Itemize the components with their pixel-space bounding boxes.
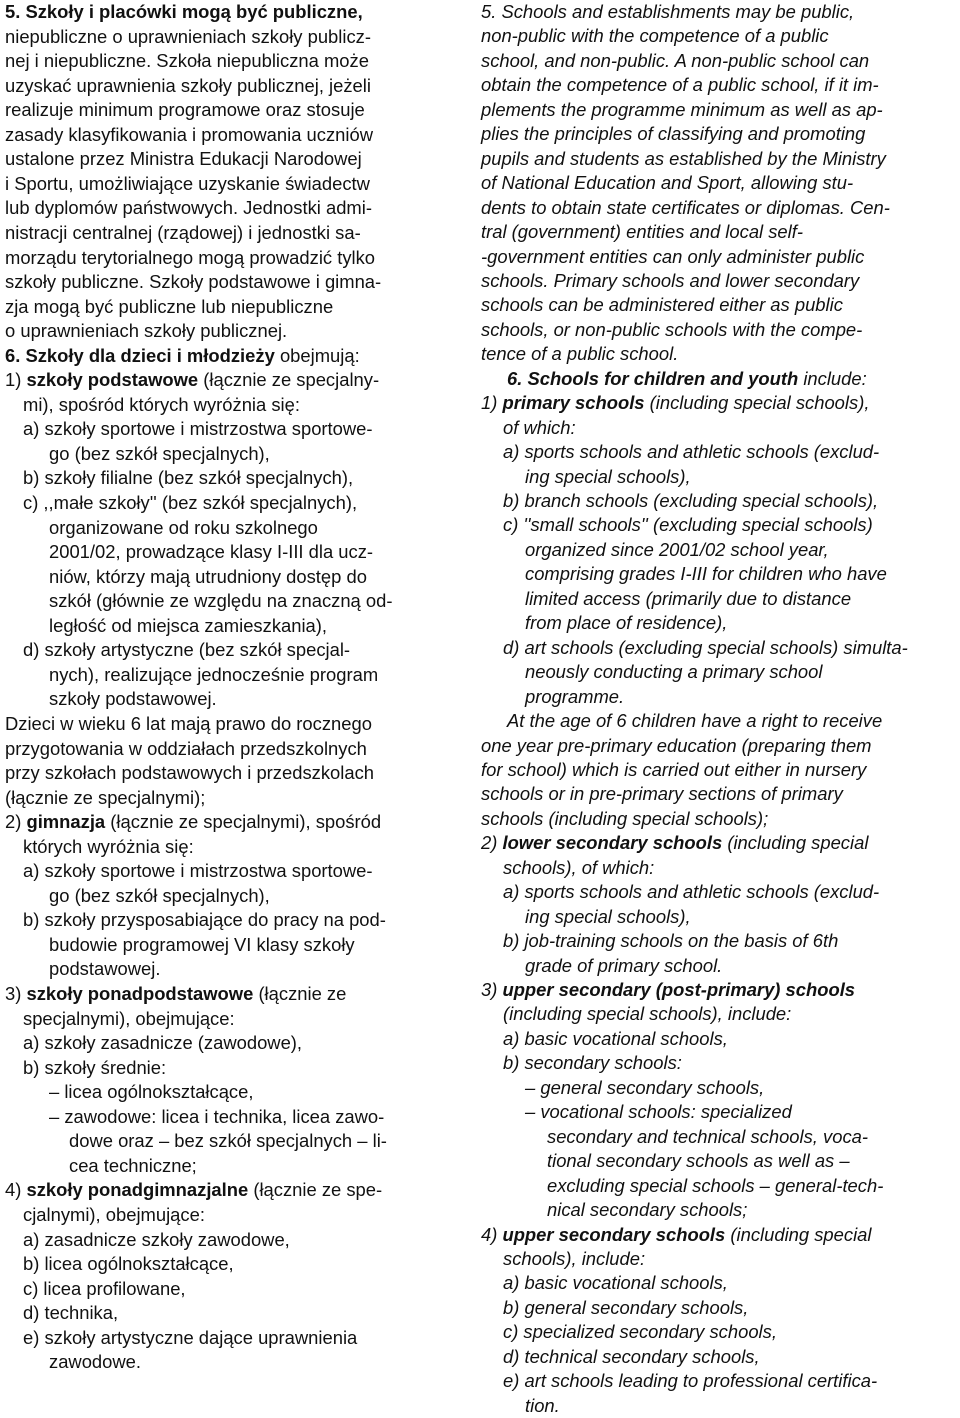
- right-text-line: [481, 269, 955, 293]
- right-text-line: [481, 49, 955, 73]
- right-text-line: [481, 782, 955, 806]
- line-text: schools (including special schools);: [481, 807, 769, 829]
- left-text-line: [23, 1277, 457, 1301]
- list-number: 4): [5, 1179, 27, 1201]
- line-text: organizowane od roku szkolnego: [49, 516, 318, 538]
- left-text-line: [49, 589, 457, 613]
- right-text-line: [481, 98, 955, 122]
- left-text-line: [5, 0, 457, 24]
- line-text: c) specialized secondary schools,: [503, 1321, 777, 1343]
- left-text-line: [5, 172, 457, 196]
- list-number: 1): [481, 392, 503, 414]
- line-text: – zawodowe: licea i technika, licea zawo-: [49, 1105, 385, 1127]
- line-text: b) szkoły przysposabiające do pracy na pod-: [23, 909, 386, 931]
- right-text-line: [481, 318, 955, 342]
- right-text-line: [481, 73, 955, 97]
- right-text-line: [525, 685, 955, 709]
- right-text-line: [525, 611, 955, 635]
- right-text-line: [525, 954, 955, 978]
- line-text: – vocational schools: specialized: [525, 1101, 792, 1123]
- right-text-line: [503, 1320, 955, 1344]
- line-text: a) sports schools and athletic schools (exclud-: [503, 441, 880, 463]
- left-text-line: [49, 1080, 457, 1104]
- left-text-line: [5, 786, 457, 810]
- line-text: d) art schools (excluding special schools) simulta-: [503, 636, 908, 658]
- right-text-line: [481, 24, 955, 48]
- line-text: realizuje minimum programowe oraz stosuje: [5, 99, 365, 121]
- right-text-line: [503, 1247, 955, 1271]
- right-text-line: [507, 367, 955, 391]
- line-text: schools. Primary schools and lower secondary: [481, 269, 860, 291]
- right-text-line: [481, 391, 955, 415]
- line-text: uzyskać uprawnienia szkoły publicznej, jeżeli: [5, 74, 371, 96]
- left-text-line: [5, 1178, 457, 1202]
- line-text: szkoły podstawowej.: [49, 688, 217, 710]
- left-text-line: [69, 1154, 457, 1178]
- right-text-line: [525, 465, 955, 489]
- line-text: szkół (głównie ze względu na znaczną od-: [49, 590, 393, 612]
- right-text-line: [481, 122, 955, 146]
- left-text-line: [49, 1350, 457, 1374]
- left-text-line: [49, 957, 457, 981]
- right-text-line: [481, 734, 955, 758]
- left-text-line: [49, 442, 457, 466]
- left-text-line: [5, 74, 457, 98]
- bold-term: upper secondary schools: [502, 1223, 726, 1245]
- line-text: (łącznie ze: [253, 983, 347, 1004]
- left-text-line: [23, 1228, 457, 1252]
- line-text: include:: [798, 367, 867, 389]
- line-text: schools), of which:: [503, 856, 655, 878]
- line-text: przy szkołach podstawowych i przedszkolach: [5, 762, 374, 784]
- left-text-line: [23, 835, 457, 859]
- line-text: go (bez szkół specjalnych),: [49, 884, 270, 906]
- bold-term: 5. Szkoły i placówki mogą być publiczne,: [5, 1, 363, 22]
- line-text: neously conducting a primary school: [525, 661, 823, 683]
- left-text-line: [5, 49, 457, 73]
- left-text-line: [49, 1105, 457, 1129]
- left-text-line: [5, 270, 457, 294]
- right-text-line: [481, 758, 955, 782]
- right-text-line: [481, 293, 955, 317]
- left-text-line: [5, 810, 457, 834]
- right-text-line: [503, 489, 955, 513]
- line-text: d) szkoły artystyczne (bez szkół specjal-: [23, 639, 351, 661]
- right-text-line: [503, 880, 955, 904]
- right-text-line: [503, 636, 955, 660]
- line-text: tion.: [525, 1394, 560, 1416]
- right-text-line: [547, 1149, 955, 1173]
- left-text-line: [5, 344, 457, 368]
- bold-term: gimnazja: [26, 811, 106, 833]
- right-text-line: [503, 929, 955, 953]
- line-text: obejmują:: [274, 344, 360, 366]
- left-text-line: [5, 295, 457, 319]
- left-text-line: [5, 98, 457, 122]
- line-text: tral (government) entities and local self-: [481, 221, 803, 243]
- line-text: b) szkoły filialne (bez szkół specjalnych),: [23, 467, 354, 489]
- line-text: a) basic vocational schools,: [503, 1272, 728, 1294]
- line-text: zawodowe.: [49, 1351, 142, 1373]
- right-text-line: [547, 1125, 955, 1149]
- right-text-line: [481, 220, 955, 244]
- line-text: (łącznie ze spe-: [248, 1179, 383, 1201]
- bold-term: szkoły ponadgimnazjalne: [26, 1179, 249, 1201]
- line-text: przygotowania w oddziałach przedszkolnych: [5, 737, 367, 759]
- line-text: 5. Schools and establishments may be public,: [481, 1, 855, 22]
- left-text-line: [23, 466, 457, 490]
- right-text-line: [503, 1002, 955, 1026]
- right-text-line: [503, 1271, 955, 1295]
- bold-term: 6. Schools for children and youth: [507, 367, 799, 389]
- line-text: 2001/02, prowadzące klasy I-III dla ucz-: [49, 541, 374, 563]
- line-text: a) szkoły zasadnicze (zawodowe),: [23, 1032, 303, 1054]
- left-text-line: [49, 933, 457, 957]
- right-text-line: [525, 1076, 955, 1100]
- line-text: At the age of 6 children have a right to receive: [507, 710, 883, 732]
- left-text-line: [23, 491, 457, 515]
- line-text: grade of primary school.: [525, 954, 723, 976]
- line-text: (łącznie ze specjalny-: [198, 369, 380, 391]
- line-text: d) technical secondary schools,: [503, 1345, 760, 1367]
- line-text: tional secondary schools as well as –: [547, 1150, 850, 1172]
- line-text: – general secondary schools,: [525, 1076, 765, 1098]
- line-text: (including special: [722, 832, 869, 854]
- left-text-line: [23, 1031, 457, 1055]
- list-number: 1): [5, 369, 27, 391]
- line-text: a) szkoły sportowe i mistrzostwa sportowe-: [23, 418, 373, 440]
- right-text-line: [525, 1394, 955, 1418]
- left-text-line: [5, 982, 457, 1006]
- right-text-line: [525, 538, 955, 562]
- line-text: one year pre-primary education (preparing them: [481, 734, 872, 756]
- line-text: ing special schools),: [525, 905, 691, 927]
- left-text-line: [23, 1203, 457, 1227]
- line-text: specjalnymi), obejmujące:: [23, 1007, 235, 1029]
- line-text: o uprawnieniach szkoły publicznej.: [5, 320, 288, 342]
- line-text: (including special schools),: [644, 392, 870, 414]
- left-text-line: [5, 737, 457, 761]
- line-text: zasady klasyfikowania i promowania uczniów: [5, 123, 373, 145]
- line-text: c) ''small schools'' (excluding special schools): [503, 514, 873, 536]
- line-text: (including special: [725, 1223, 872, 1245]
- right-text-line: [507, 709, 955, 733]
- left-text-line: [23, 1056, 457, 1080]
- line-text: obtain the competence of a public school, if it im-: [481, 74, 879, 96]
- right-text-line: [481, 1223, 955, 1247]
- left-text-line: [23, 1301, 457, 1325]
- line-text: cea techniczne;: [69, 1154, 197, 1176]
- right-text-line: [503, 856, 955, 880]
- line-text: excluding special schools – general-tech-: [547, 1174, 884, 1196]
- left-text-line: [23, 908, 457, 932]
- line-text: b) licea ogólnokształcące,: [23, 1253, 234, 1275]
- left-text-line: [5, 246, 457, 270]
- line-text: b) job-training schools on the basis of 6th: [503, 930, 839, 952]
- left-text-line: [23, 859, 457, 883]
- line-text: (łącznie ze specjalnymi), spośród: [105, 811, 382, 833]
- line-text: d) technika,: [23, 1302, 119, 1324]
- line-text: tence of a public school.: [481, 343, 679, 365]
- line-text: limited access (primarily due to distance: [525, 587, 852, 609]
- left-text-line: [23, 638, 457, 662]
- line-text: podstawowej.: [49, 958, 161, 980]
- left-text-line: [5, 123, 457, 147]
- bold-term: szkoły podstawowe: [26, 369, 199, 391]
- line-text: school, and non-public. A non-public school can: [481, 49, 870, 71]
- line-text: mi), spośród których wyróżnia się:: [23, 393, 300, 415]
- line-text: organized since 2001/02 school year,: [525, 538, 829, 560]
- line-text: nistracji centralnej (rządowej) i jednostki sa-: [5, 221, 361, 243]
- right-text-line: [481, 342, 955, 366]
- line-text: programme.: [525, 685, 625, 707]
- right-text-line: [503, 1027, 955, 1051]
- line-text: c) ,,małe szkoły'' (bez szkół specjalnych),: [23, 492, 358, 513]
- line-text: dowe oraz – bez szkół specjalnych – li-: [69, 1130, 387, 1152]
- list-number: 4): [481, 1223, 503, 1245]
- line-text: plements the programme minimum as well as ap-: [481, 98, 883, 120]
- line-text: e) art schools leading to professional certifica-: [503, 1370, 878, 1392]
- line-text: secondary and technical schools, voca-: [547, 1125, 868, 1147]
- right-text-line: [525, 1100, 955, 1124]
- left-text-line: [23, 417, 457, 441]
- right-text-line: [481, 147, 955, 171]
- line-text: of National Education and Sport, allowing stu-: [481, 172, 854, 194]
- right-text-line: [481, 807, 955, 831]
- right-text-line: [525, 905, 955, 929]
- right-text-line: [481, 0, 955, 24]
- right-text-line: [481, 196, 955, 220]
- left-text-line: [23, 1007, 457, 1031]
- left-text-line: [5, 319, 457, 343]
- right-text-line: [503, 440, 955, 464]
- line-text: non-public with the competence of a public: [481, 25, 829, 47]
- left-text-line: [23, 393, 457, 417]
- line-text: schools), include:: [503, 1247, 646, 1269]
- line-text: b) szkoły średnie:: [23, 1056, 167, 1078]
- line-text: a) basic vocational schools,: [503, 1027, 728, 1049]
- line-text: morządu terytorialnego mogą prowadzić tylko: [5, 246, 376, 268]
- right-text-line: [503, 1051, 955, 1075]
- line-text: schools can be administered either as public: [481, 294, 843, 316]
- line-text: których wyróżnia się:: [23, 835, 194, 857]
- line-text: b) branch schools (excluding special schools),: [503, 490, 879, 511]
- line-text: i Sportu, umożliwiające uzyskanie świadectw: [5, 172, 370, 194]
- list-number: 2): [5, 811, 27, 833]
- line-text: a) sports schools and athletic schools (exclud-: [503, 881, 880, 903]
- left-text-line: [49, 884, 457, 908]
- right-text-line: [481, 978, 955, 1002]
- left-text-line: [5, 147, 457, 171]
- line-text: from place of residence),: [525, 612, 728, 634]
- line-text: schools or in pre-primary sections of primary: [481, 783, 843, 805]
- line-text: szkoły publiczne. Szkoły podstawowe i gimna-: [5, 271, 382, 293]
- left-text-line: [23, 1326, 457, 1350]
- bold-term: primary schools: [502, 392, 645, 414]
- right-text-line: [503, 416, 955, 440]
- line-text: of which:: [503, 416, 576, 438]
- line-text: for school) which is carried out either in nursery: [481, 758, 867, 780]
- right-text-line: [503, 1345, 955, 1369]
- left-text-line: [69, 1129, 457, 1153]
- left-text-line: [49, 516, 457, 540]
- line-text: b) secondary schools:: [503, 1052, 682, 1074]
- left-text-line: [23, 1252, 457, 1276]
- line-text: niepubliczne o uprawnieniach szkoły publicz-: [5, 25, 371, 47]
- line-text: lub dyplomów państwowych. Jednostki admi-: [5, 197, 372, 219]
- line-text: comprising grades I-III for children who have: [525, 563, 887, 585]
- line-text: cjalnymi), obejmujące:: [23, 1203, 205, 1225]
- line-text: Dzieci w wieku 6 lat mają prawo do rocznego: [5, 712, 372, 734]
- list-number: 3): [481, 979, 503, 1000]
- line-text: a) zasadnicze szkoły zawodowe,: [23, 1228, 290, 1250]
- line-text: ustalone przez Ministra Edukacji Narodowej: [5, 148, 362, 170]
- right-text-line: [503, 1296, 955, 1320]
- line-text: dents to obtain state certificates or diplomas. Cen-: [481, 196, 890, 218]
- left-text-line: [49, 687, 457, 711]
- line-text: schools, or non-public schools with the compe-: [481, 318, 863, 340]
- line-text: b) general secondary schools,: [503, 1296, 749, 1318]
- line-text: go (bez szkół specjalnych),: [49, 442, 270, 464]
- list-number: 3): [5, 983, 27, 1004]
- right-text-line: [547, 1174, 955, 1198]
- left-text-line: [5, 712, 457, 736]
- line-text: pupils and students as established by the Ministry: [481, 147, 886, 169]
- right-text-line: [525, 587, 955, 611]
- bold-term: upper secondary (post-primary) schools: [502, 979, 856, 1000]
- left-text-line: [5, 761, 457, 785]
- bold-term: 6. Szkoły dla dzieci i młodzieży: [5, 344, 275, 366]
- line-text: a) szkoły sportowe i mistrzostwa sportowe-: [23, 860, 373, 882]
- left-text-line: [5, 221, 457, 245]
- list-number: 2): [481, 832, 503, 854]
- line-text: zja mogą być publiczne lub niepubliczne: [5, 295, 334, 317]
- left-text-line: [49, 663, 457, 687]
- right-text-line: [481, 245, 955, 269]
- line-text: -government entities can only administer public: [481, 245, 865, 267]
- line-text: e) szkoły artystyczne dające uprawnienia: [23, 1326, 358, 1348]
- right-text-line: [503, 1369, 955, 1393]
- bold-term: szkoły ponadpodstawowe: [26, 983, 254, 1004]
- left-text-line: [5, 196, 457, 220]
- left-text-line: [49, 614, 457, 638]
- left-text-line: [49, 540, 457, 564]
- line-text: – licea ogólnokształcące,: [49, 1081, 254, 1103]
- line-text: ległość od miejsca zamieszkania),: [49, 614, 328, 636]
- left-text-line: [49, 565, 457, 589]
- line-text: ing special schools),: [525, 465, 691, 487]
- line-text: (including special schools), include:: [503, 1003, 792, 1025]
- right-text-line: [503, 513, 955, 537]
- line-text: nych), realizujące jednocześnie program: [49, 663, 379, 685]
- right-text-line: [481, 831, 955, 855]
- right-text-line: [525, 562, 955, 586]
- line-text: (łącznie ze specjalnymi);: [5, 786, 206, 808]
- line-text: c) licea profilowane,: [23, 1277, 186, 1299]
- line-text: plies the principles of classifying and promoting: [481, 123, 866, 145]
- line-text: niów, którzy mają utrudniony dostęp do: [49, 565, 367, 587]
- line-text: nical secondary schools;: [547, 1199, 748, 1221]
- right-text-line: [547, 1198, 955, 1222]
- right-text-line: [481, 171, 955, 195]
- left-text-line: [5, 368, 457, 392]
- line-text: budowie programowej VI klasy szkoły: [49, 933, 355, 955]
- bold-term: lower secondary schools: [502, 832, 723, 854]
- right-text-line: [525, 660, 955, 684]
- left-text-line: [5, 25, 457, 49]
- line-text: nej i niepubliczne. Szkoła niepubliczna może: [5, 50, 369, 72]
